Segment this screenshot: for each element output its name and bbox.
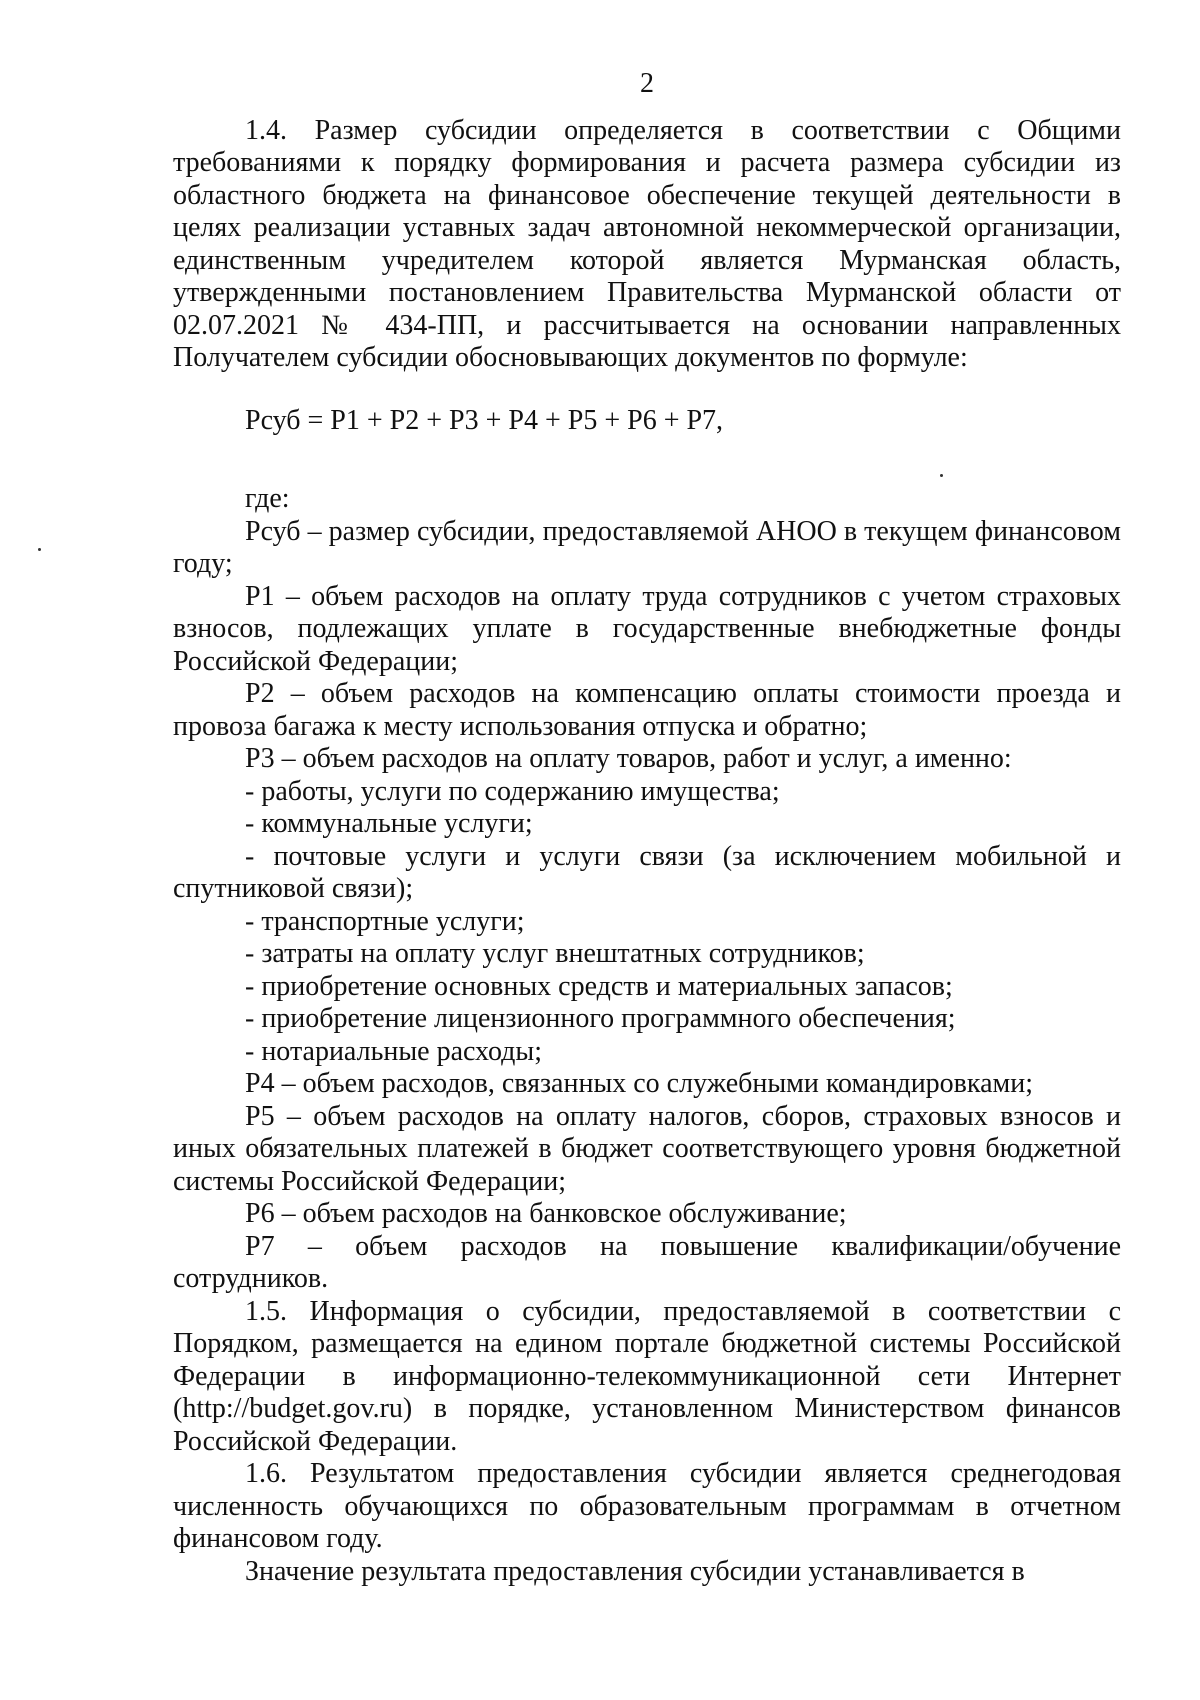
paragraph-1-5: 1.5. Информация о субсидии, предоставляемой в соответствии с Порядком, размещается на едином портале бюджетной системы Российской Федерации в информационно-телекоммуникационной сети Интернет (http://budget.gov.ru) в порядке, установленном Министерством финансов Российской Федерации. [173, 1295, 1121, 1457]
definition-p2: Р2 – объем расходов на компенсацию оплаты стоимости проезда и провоза багажа к месту использования отпуска и обратно; [173, 678, 1121, 742]
paragraph-1-6: 1.6. Результатом предоставления субсидии является среднегодовая численность обучающихся по образовательным программам в отчетном финансовом году. [173, 1458, 1121, 1554]
p3-list-item-software: - приобретение лицензионного программного обеспечения; [245, 1003, 956, 1034]
p3-list-item-freelancers: - затраты на оплату услуг внештатных сотрудников; [245, 938, 865, 969]
scan-speck [940, 474, 943, 477]
p3-list-item-property: - работы, услуги по содержанию имущества; [245, 775, 780, 807]
definition-p6: Р6 – объем расходов на банковское обслуживание; [245, 1198, 847, 1229]
p3-list-item-utilities: - коммунальные услуги; [245, 808, 533, 839]
definition-p5: Р5 – объем расходов на оплату налогов, сборов, страховых взносов и иных обязательных платежей в бюджет соответствующего уровня бюджетной системы Российской Федерации; [173, 1100, 1121, 1197]
p3-list-item-communication: - почтовые услуги и услуги связи (за исключением мобильной и спутниковой связи); [173, 840, 1121, 904]
scan-speck [38, 548, 41, 551]
where-label: где: [245, 483, 290, 514]
page-number: 2 [640, 68, 654, 99]
subsidy-formula: Рсуб = Р1 + Р2 + Р3 + Р4 + Р5 + Р6 + Р7, [245, 404, 724, 436]
paragraph-1-4: 1.4. Размер субсидии определяется в соответствии с Общими требованиями к порядку формирования и расчета размера субсидии из областного бюджета на финансовое обеспечение текущей деятельности в целях реализации уставных задач автономной некоммерческой организации, единственным учредителем которой является Мурманская область, утвержденными постановлением Правительства Мурманской области от 02.07.2021 № 434-ПП, и рассчитывается на основании направленных Получателем субсидии обосновывающих документов по формуле: [173, 114, 1121, 373]
p3-list-item-fixed-assets: - приобретение основных средств и материальных запасов; [245, 970, 953, 1002]
paragraph-result-value: Значение результата предоставления субсидии устанавливается в [245, 1555, 1025, 1587]
p3-list-item-transport: - транспортные услуги; [245, 905, 525, 937]
p3-list-item-notary: - нотариальные расходы; [245, 1035, 543, 1067]
document-page [173, 68, 1121, 1588]
definition-p4: Р4 – объем расходов, связанных со служебными командировками; [245, 1068, 1033, 1099]
definition-p1: Р1 – объем расходов на оплату труда сотрудников с учетом страховых взносов, подлежащих уплате в государственные внебюджетные фонды Российской Федерации; [173, 580, 1121, 677]
definition-rsub: Рсуб – размер субсидии, предоставляемой АНОО в текущем финансовом году; [173, 515, 1121, 579]
definition-p3: Р3 – объем расходов на оплату товаров, работ и услуг, а именно: [245, 743, 1012, 774]
definition-p7: Р7 – объем расходов на повышение квалификации/обучение сотрудников. [173, 1230, 1121, 1294]
